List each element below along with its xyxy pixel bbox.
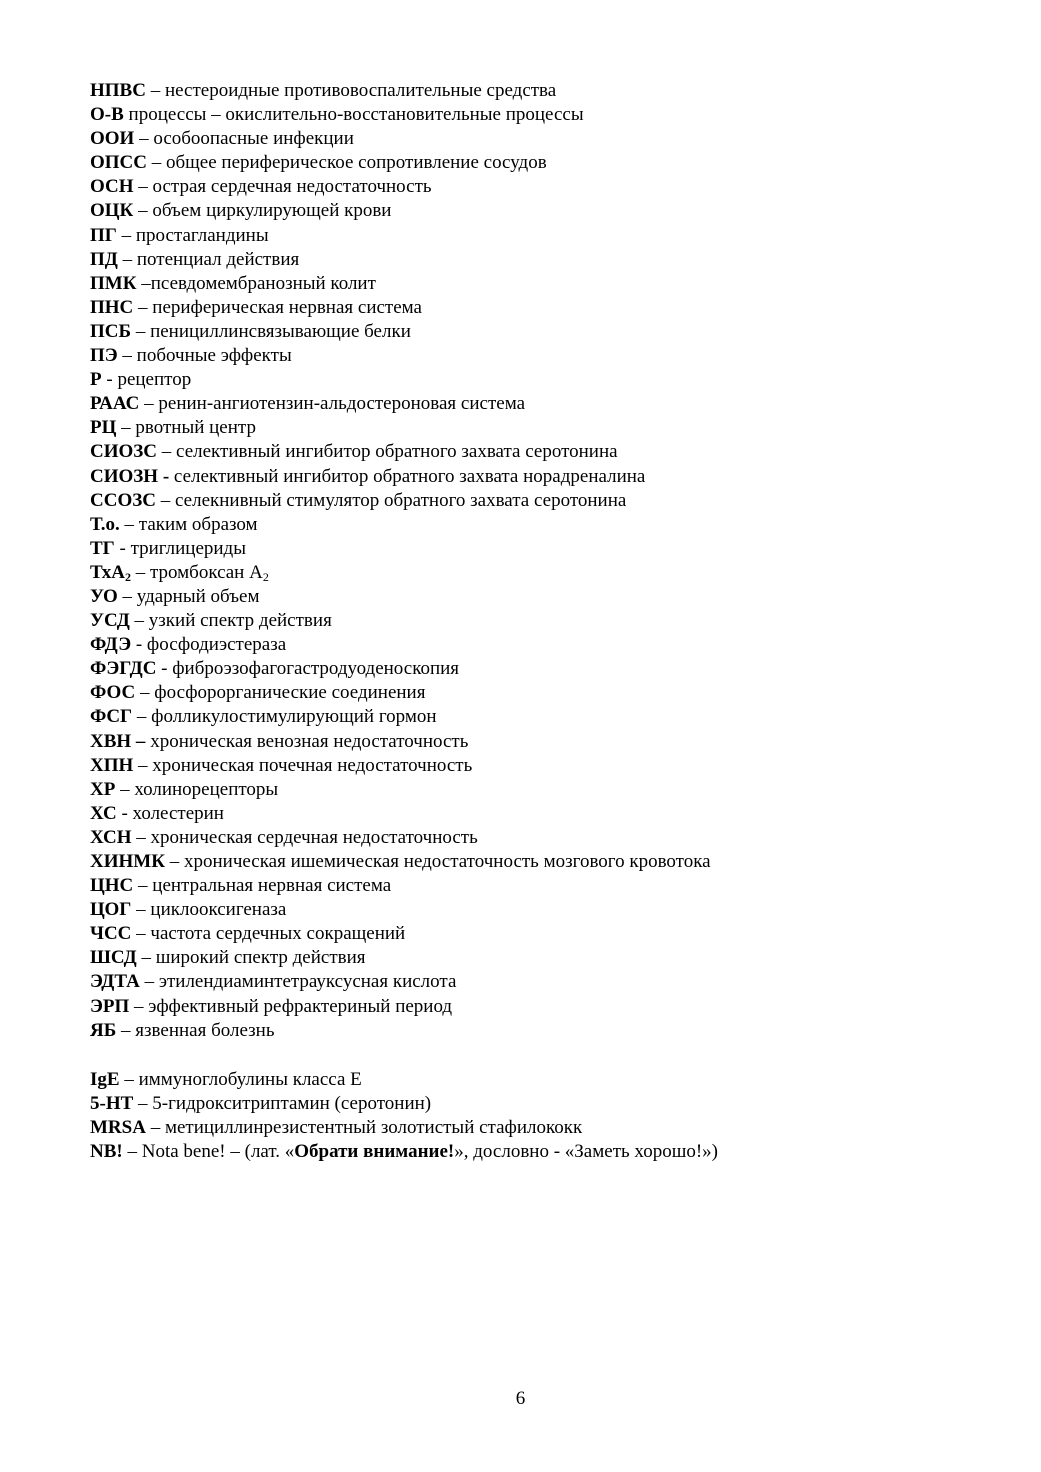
- separator: –: [116, 417, 136, 439]
- abbreviation-definition: рецептор: [117, 369, 192, 391]
- abbreviation-definition: острая сердечная недостаточность: [152, 176, 432, 198]
- abbreviation-definition: особоопасные инфекции: [153, 128, 354, 150]
- abbreviation-term: ТГ: [90, 537, 115, 559]
- abbreviation-definition: общее периферическое сопротивление сосудов: [166, 152, 547, 174]
- abbreviation-entry: [90, 79, 1010, 103]
- abbreviation-term: ХПН: [90, 754, 134, 776]
- abbreviation-entry: [90, 585, 1010, 609]
- abbreviation-term: ФДЭ: [90, 634, 132, 656]
- separator: –: [130, 561, 150, 583]
- abbreviation-term: ОЦК: [90, 200, 134, 222]
- abbreviation-entry: [90, 344, 1010, 368]
- abbreviation-definition: холинорецепторы: [134, 778, 279, 800]
- abbreviation-definition: нестероидные противовоспалительные средства: [164, 80, 557, 101]
- abbreviation-term: О-В: [90, 104, 124, 126]
- abbreviation-term: УО: [90, 585, 118, 607]
- abbreviation-definition: 5-гидрокситриптамин (серотонин): [152, 1093, 432, 1115]
- nota-bene-text: – Nota bene! – (лат. «: [122, 1141, 295, 1163]
- abbreviation-entry: [90, 633, 1010, 657]
- abbreviation-entry: [90, 850, 1010, 874]
- separator: –: [133, 754, 153, 776]
- abbreviation-entry: [90, 392, 1010, 416]
- abbreviation-definition: хроническая почечная недостаточность: [152, 754, 473, 776]
- separator: –: [116, 224, 136, 246]
- abbreviation-definition: рвотный центр: [135, 417, 256, 439]
- separator: –: [155, 489, 175, 511]
- abbreviation-entry: [90, 1019, 1010, 1043]
- separator: –: [135, 682, 155, 704]
- separator: -: [116, 802, 133, 824]
- abbreviation-entry: [90, 657, 1010, 681]
- abbreviation-entry: [90, 513, 1010, 537]
- abbreviation-list: [90, 79, 1010, 1043]
- abbreviation-term: ПМК: [90, 272, 137, 294]
- separator: –: [132, 706, 152, 728]
- separator: –: [117, 585, 137, 607]
- separator: -: [131, 634, 147, 656]
- abbreviation-definition: фосфодиэстераза: [146, 634, 287, 656]
- abbreviation-term: ЦОГ: [90, 899, 132, 921]
- abbreviation-entry: [90, 898, 1010, 922]
- abbreviation-definition: псевдомембранозный колит: [150, 272, 376, 294]
- abbreviation-term: Т.о.: [90, 513, 120, 535]
- abbreviation-term: ШСД: [90, 947, 137, 969]
- abbreviation-term: ФСГ: [90, 706, 133, 728]
- abbreviation-definition: объем циркулирующей крови: [152, 200, 392, 222]
- separator: –: [133, 1093, 153, 1115]
- abbreviation-definition: побочные эффекты: [136, 345, 292, 367]
- abbreviation-entry: [90, 440, 1010, 464]
- abbreviation-entry: [90, 127, 1010, 151]
- abbreviation-definition: широкий спектр действия: [155, 947, 366, 969]
- abbreviation-term: СИОЗН -: [90, 465, 170, 487]
- separator: –: [139, 393, 159, 415]
- abbreviation-definition: язвенная болезнь: [135, 1019, 275, 1041]
- abbreviation-entry: [90, 561, 1010, 585]
- separator: –: [119, 1069, 139, 1090]
- abbreviation-definition: этилендиаминтетрауксусная кислота: [158, 971, 457, 993]
- abbreviation-term: ЯБ: [90, 1019, 117, 1041]
- abbreviation-term: ПД: [90, 248, 118, 270]
- abbreviation-definition: триглицериды: [130, 537, 246, 559]
- abbreviation-term: СИОЗС: [90, 441, 158, 463]
- abbreviation-entry: [90, 537, 1010, 561]
- abbreviation-entry: [90, 922, 1010, 946]
- separator: –: [133, 296, 153, 318]
- abbreviation-definition: фиброэзофагогастродуоденоскопия: [172, 658, 460, 680]
- separator: –: [145, 80, 165, 101]
- abbreviation-entry: [90, 272, 1010, 296]
- abbreviation-definition: периферическая нервная система: [152, 296, 422, 318]
- separator: –: [131, 826, 151, 848]
- separator: –: [131, 923, 151, 945]
- abbreviation-entry: [90, 320, 1010, 344]
- abbreviation-term: РЦ: [90, 417, 117, 439]
- abbreviation-term: ПГ: [90, 224, 117, 246]
- abbreviation-term: ХР: [90, 778, 116, 800]
- nota-bene-emphasis: Обрати внимание!: [294, 1141, 455, 1163]
- abbreviation-definition: эффективный рефрактериный период: [148, 995, 453, 1017]
- abbreviation-term: ССОЗС: [90, 489, 156, 511]
- separator: –: [139, 971, 159, 993]
- separator: –: [133, 875, 153, 897]
- abbreviation-entry: [90, 946, 1010, 970]
- separator: -: [156, 658, 173, 680]
- abbreviation-entry: [90, 778, 1010, 802]
- abbreviation-definition: хроническая сердечная недостаточность: [150, 826, 478, 848]
- abbreviation-term: ЭРП: [90, 995, 130, 1017]
- abbreviation-definition: тромбоксан $А_2$: [149, 561, 269, 584]
- separator: –: [136, 272, 151, 294]
- abbreviation-definition: метициллинрезистентный золотистый стафилококк: [164, 1117, 583, 1139]
- nota-bene-entry: [90, 1140, 1010, 1164]
- abbreviation-entry: [90, 705, 1010, 729]
- separator: –: [157, 441, 177, 463]
- abbreviation-entry: [90, 489, 1010, 513]
- nota-bene-text: », дословно - «Заметь хорошо!»): [454, 1141, 718, 1163]
- separator: -: [114, 537, 131, 559]
- separator: –: [131, 899, 151, 921]
- separator: –: [129, 610, 149, 632]
- abbreviation-definition: таким образом: [138, 513, 258, 535]
- abbreviation-term: НПВС: [90, 80, 146, 101]
- separator: -: [101, 369, 118, 391]
- abbreviation-term: ТхА$_2$: [90, 561, 131, 584]
- abbreviation-definition: потенциал действия: [136, 248, 300, 270]
- abbreviation-term: РААС: [90, 393, 140, 415]
- abbreviation-definition: холестерин: [132, 802, 224, 824]
- abbreviation-entry: [90, 224, 1010, 248]
- abbreviation-entry: [90, 175, 1010, 199]
- abbreviation-term: ХС: [90, 802, 117, 824]
- abbreviation-entry: [90, 970, 1010, 994]
- abbreviation-term: ПСБ: [90, 320, 132, 342]
- abbreviation-term: ПНС: [90, 296, 134, 318]
- abbreviation-entry: [90, 802, 1010, 826]
- abbreviation-definition: фосфорорганические соединения: [154, 682, 426, 704]
- abbreviation-entry: [90, 1092, 1010, 1116]
- abbreviation-term: ЦНС: [90, 875, 134, 897]
- abbreviation-entry: [90, 826, 1010, 850]
- separator: –: [147, 152, 166, 174]
- abbreviation-term: ХСН: [90, 826, 132, 848]
- abbreviation-entry: [90, 754, 1010, 778]
- abbreviation-term: ХВН –: [90, 730, 146, 752]
- abbreviation-definition: циклооксигеназа: [150, 899, 287, 921]
- abbreviation-term: УСД: [90, 610, 130, 632]
- abbreviation-term: ПЭ: [90, 345, 118, 367]
- abbreviation-definition: фолликулостимулирующий гормон: [151, 706, 437, 728]
- abbreviation-definition: хроническая венозная недостаточность: [150, 730, 469, 752]
- abbreviation-definition: центральная нервная система: [152, 875, 392, 897]
- separator: –: [136, 947, 156, 969]
- abbreviation-term: ЧСС: [90, 923, 132, 945]
- separator: –: [165, 851, 184, 872]
- separator: –: [117, 345, 137, 367]
- separator: –: [129, 995, 149, 1017]
- abbreviation-term: ХИНМК: [90, 851, 165, 872]
- abbreviation-entry: [90, 296, 1010, 320]
- abbreviation-term: ООИ: [90, 128, 135, 150]
- abbreviation-term: ЭДТА: [90, 971, 140, 993]
- abbreviation-term: IgE: [90, 1069, 120, 1090]
- abbreviation-entry: [90, 199, 1010, 223]
- abbreviation-entry: [90, 416, 1010, 440]
- abbreviation-entry: [90, 1116, 1010, 1140]
- abbreviation-entry: [90, 995, 1010, 1019]
- separator: –: [117, 248, 137, 270]
- abbreviation-term: MRSA: [90, 1117, 146, 1139]
- abbreviation-definition: процессы – окислительно-восстановительные процессы: [128, 104, 584, 126]
- abbreviation-entry: [90, 465, 1010, 489]
- abbreviation-entry: [90, 248, 1010, 272]
- separator: –: [133, 176, 153, 198]
- separator: –: [145, 1117, 165, 1139]
- abbreviation-term: NB!: [90, 1141, 123, 1163]
- abbreviation-entry: [90, 368, 1010, 392]
- separator: –: [131, 320, 151, 342]
- abbreviation-term: Р: [90, 369, 102, 391]
- abbreviation-entry: [90, 1068, 1010, 1092]
- abbreviation-definition: ударный объем: [136, 585, 260, 607]
- abbreviation-entry: [90, 681, 1010, 705]
- abbreviation-definition: селективный ингибитор обратного захвата норадреналина: [173, 465, 646, 487]
- abbreviation-definition: частота сердечных сокращений: [150, 923, 406, 945]
- abbreviation-definition: узкий спектр действия: [148, 610, 332, 632]
- page-number: 6: [515, 1388, 526, 1409]
- latin-abbreviation-list: [90, 1068, 1010, 1164]
- abbreviation-term: ФЭГДС: [90, 658, 157, 680]
- separator: –: [133, 200, 153, 222]
- separator: –: [115, 778, 135, 800]
- abbreviation-entry: [90, 730, 1010, 754]
- abbreviation-term: ОПСС: [90, 152, 147, 174]
- abbreviation-definition: селекнивный стимулятор обратного захвата серотонина: [174, 489, 627, 511]
- abbreviation-term: ОСН: [90, 176, 134, 198]
- abbreviation-term: 5-HT: [90, 1093, 134, 1115]
- abbreviation-definition: ренин-ангиотензин-альдостероновая система: [158, 393, 526, 415]
- abbreviation-term: ФОС: [90, 682, 136, 704]
- separator: –: [116, 1019, 136, 1041]
- abbreviation-entry: [90, 103, 1010, 127]
- separator: –: [119, 513, 139, 535]
- abbreviation-definition: иммуноглобулины класса Е: [138, 1069, 362, 1090]
- abbreviation-entry: [90, 874, 1010, 898]
- separator: –: [134, 128, 154, 150]
- abbreviation-definition: пенициллинсвязывающие белки: [150, 320, 411, 342]
- abbreviation-entry: [90, 609, 1010, 633]
- abbreviation-definition: хроническая ишемическая недостаточность мозгового кровотока: [184, 851, 711, 872]
- abbreviation-entry: [90, 151, 1010, 175]
- abbreviation-definition: простагландины: [135, 224, 269, 246]
- abbreviation-definition: селективный ингибитор обратного захвата серотонина: [176, 441, 618, 463]
